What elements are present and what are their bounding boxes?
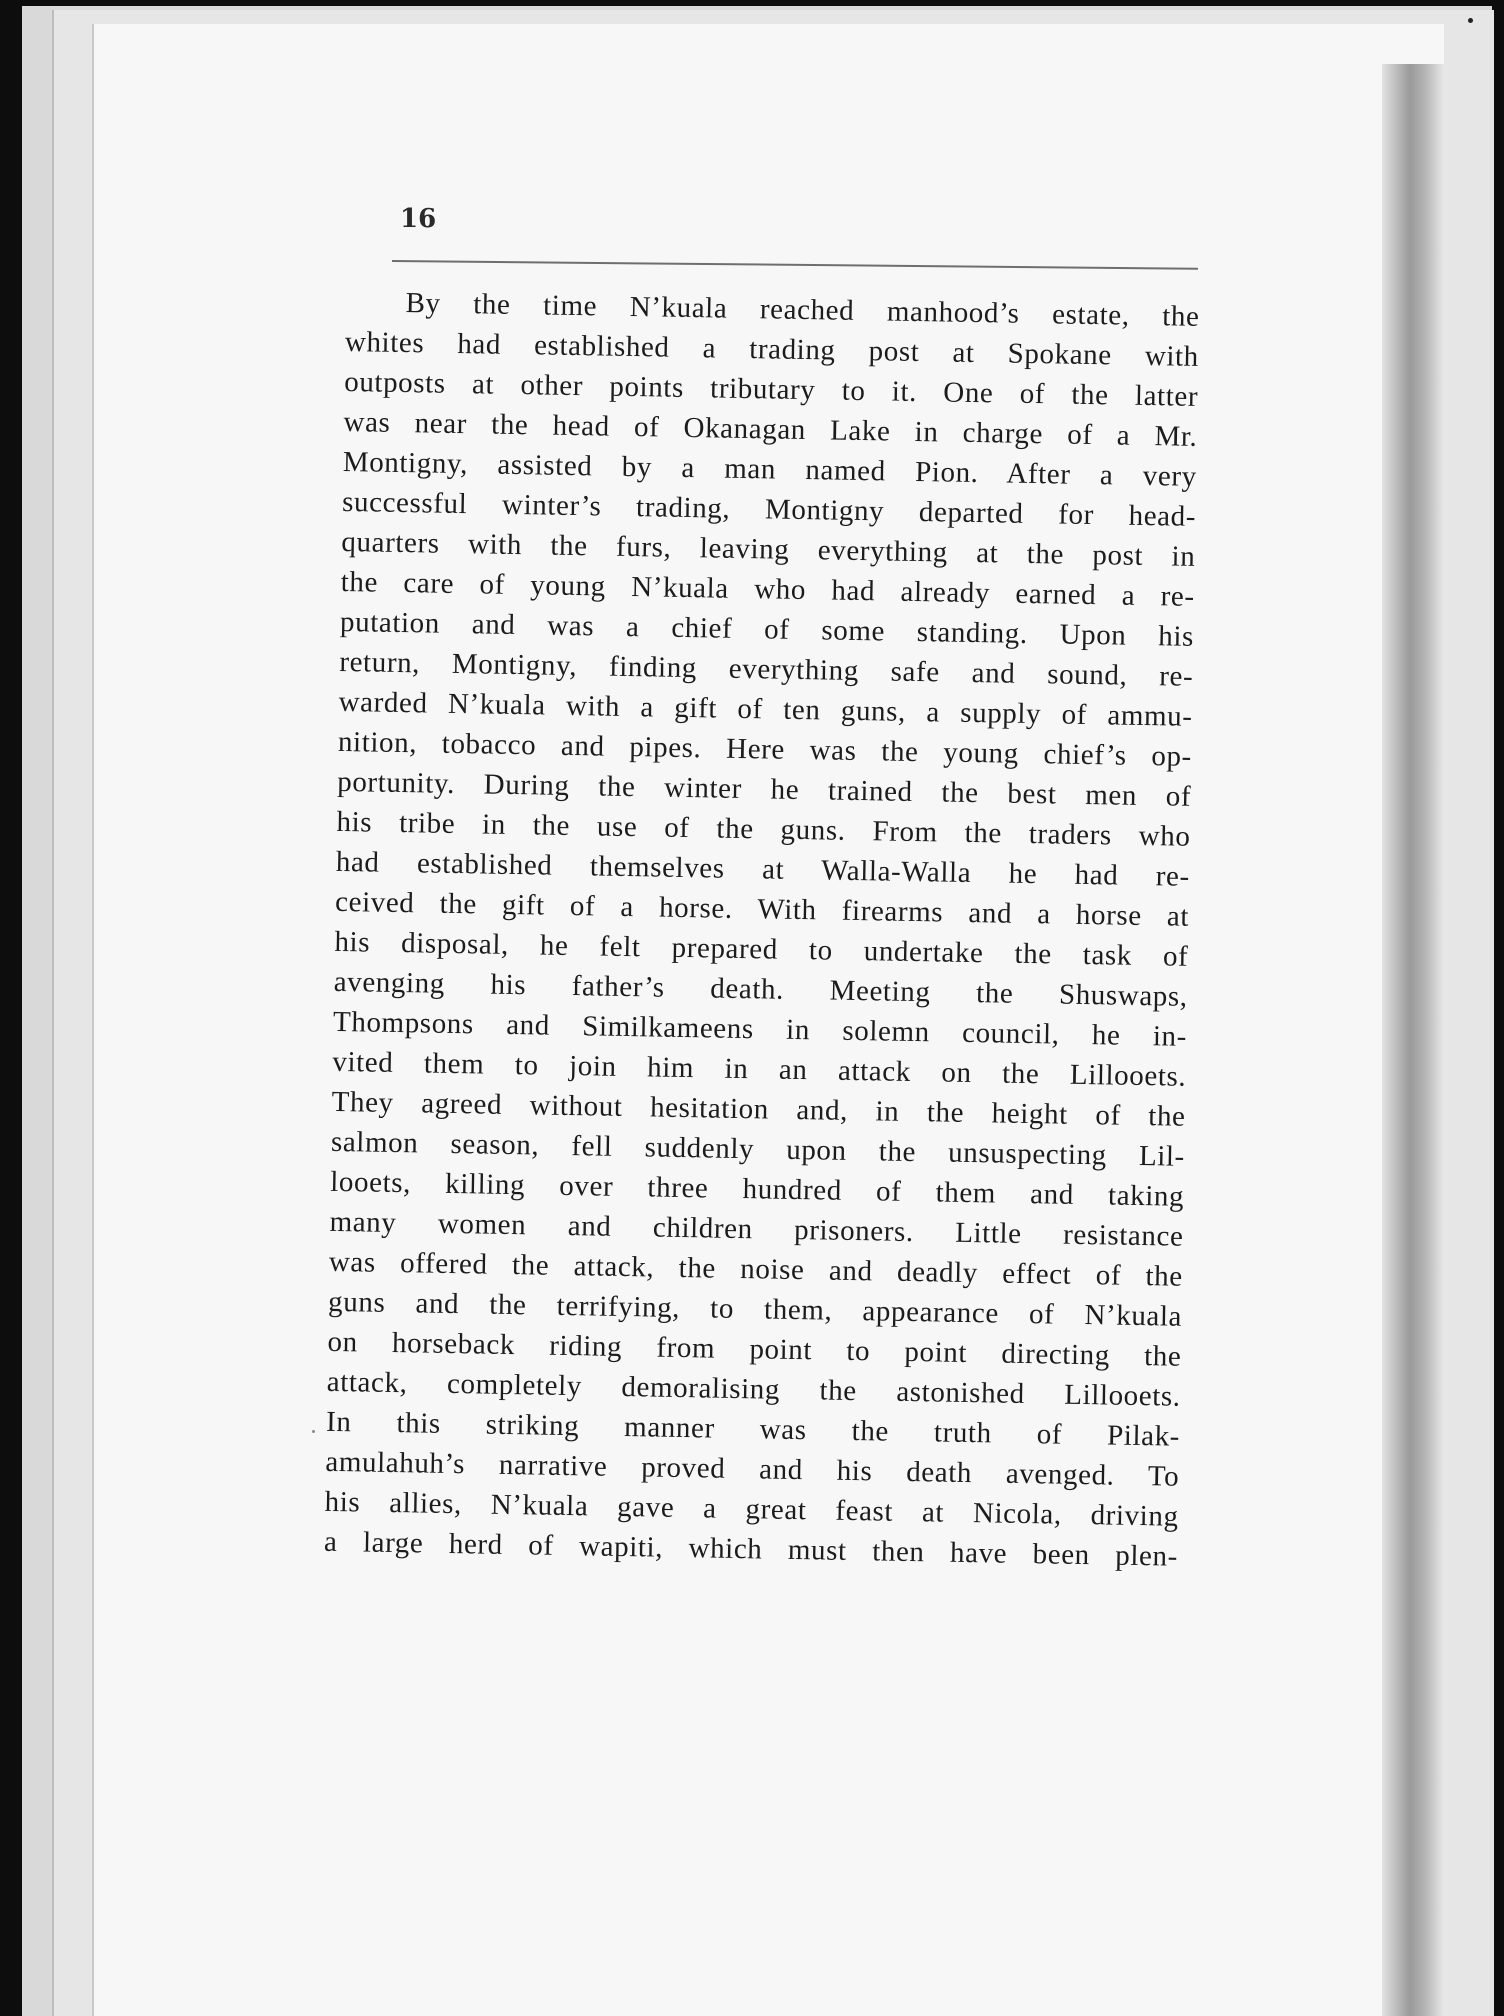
text-line: By the time N’kuala reached manhood’s estate, the — [405, 287, 1200, 333]
text-line: portunity. During the winter he trained the best men of — [336, 765, 1192, 813]
text-line: looets, killing over three hundred of them and taking — [330, 1165, 1185, 1213]
body-paragraph — [324, 282, 1200, 1577]
text-line: amulahuh’s narrative proved and his death avenged. To — [325, 1445, 1180, 1493]
text-line: his tribe in the use of the guns. From the traders who — [336, 805, 1191, 853]
text-line: successful winter’s trading, Montigny departed for head- — [341, 485, 1197, 533]
text-line: was near the head of Okanagan Lake in charge of a Mr. — [343, 405, 1198, 453]
text-line: ceived the gift of a horse. With firearms and a horse at — [334, 885, 1190, 933]
text-line: nition, tobacco and pipes. Here was the young chief’s op- — [337, 725, 1193, 773]
text-line: vited them to join him in an attack on the Lillooets. — [332, 1045, 1187, 1093]
text-line: had established themselves at Walla-Walla he had re- — [335, 845, 1191, 893]
text-line: many women and children prisoners. Little resistance — [329, 1205, 1184, 1253]
text-line: a large herd of wapiti, which must then have been plen- — [323, 1525, 1179, 1573]
text-line: the care of young N’kuala who had already earned a re- — [340, 565, 1195, 613]
text-line: quarters with the furs, leaving everything at the post in — [341, 525, 1196, 573]
text-line: In this striking manner was the truth of Pilak- — [325, 1405, 1181, 1453]
text-line: warded N’kuala with a gift of ten guns, a supply of ammu- — [338, 685, 1193, 733]
text-line: putation and was a chief of some standing. Upon his — [339, 605, 1195, 653]
text-line: Montigny, assisted by a man named Pion. After a very — [342, 445, 1198, 493]
text-line: his allies, N’kuala gave a great feast at Nicola, driving — [324, 1485, 1179, 1533]
text-line: avenging his father’s death. Meeting the Shuswaps, — [333, 965, 1188, 1013]
ink-speck — [312, 1430, 315, 1433]
text-line: outposts at other points tributary to it. One of the latter — [343, 365, 1199, 413]
page-number: 16 — [400, 204, 437, 234]
text-line: attack, completely demoralising the astonished Lillooets. — [326, 1365, 1181, 1413]
text-line: his disposal, he felt prepared to undertake the task of — [334, 925, 1189, 973]
binding-shadow — [1382, 64, 1444, 2016]
text-line: on horseback riding from point to point directing the — [327, 1325, 1182, 1373]
text-line: They agreed without hesitation and, in the height of the — [331, 1085, 1186, 1133]
text-line: guns and the terrifying, to them, appearance of N’kuala — [327, 1285, 1183, 1333]
text-line: Thompsons and Similkameens in solemn council, he in- — [332, 1005, 1188, 1053]
text-line: return, Montigny, finding everything safe and sound, re- — [339, 645, 1194, 693]
text-line: was offered the attack, the noise and deadly effect of the — [328, 1245, 1184, 1293]
text-line: whites had established a trading post at Spokane with — [344, 325, 1200, 373]
text-line: salmon season, fell suddenly upon the unsuspecting Lil- — [330, 1125, 1186, 1173]
ink-speck — [1468, 18, 1473, 23]
